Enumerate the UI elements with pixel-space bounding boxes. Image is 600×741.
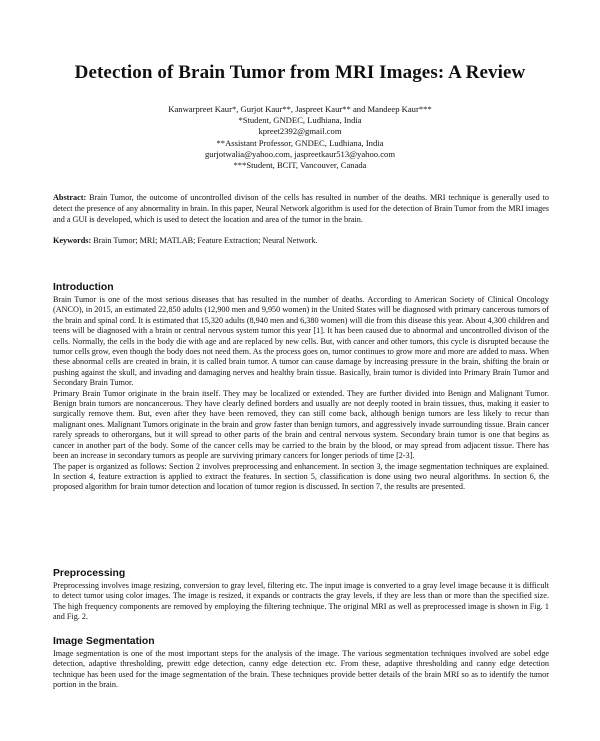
author-affiliation-bcit: ***Student, BCIT, Vancouver, Canada bbox=[233, 160, 367, 171]
section-heading-introduction: Introduction bbox=[53, 282, 114, 293]
keywords-text: Brain Tumor; MRI; MATLAB; Feature Extraction; Neural Network. bbox=[93, 236, 318, 245]
keywords bbox=[53, 235, 549, 246]
intro-paragraph-3: The paper is organized as follows: Section 2 involves preprocessing and enhancement. In section 3, the image segmentation techniques are explained. In section 4, feature extraction is applied to extract the features. In section 5, classification is done using two neural algorithms. In section 6, the proposed algorithm for brain tumor detection and location of tumor region is discussed. In section 7, the results are presented. bbox=[53, 461, 549, 492]
author-names: Kanwarpreet Kaur*, Gurjot Kaur**, Jaspreet Kaur** and Mandeep Kaur*** bbox=[168, 104, 432, 114]
preprocessing-paragraph-1: Preprocessing involves image resizing, conversion to gray level, filtering etc. The input image is converted to a gray level image because it is difficult to detect tumor using color images. The image is resized, it expands or contracts the gray levels, if they are less than or more than the specified size. The high frequency components are removed by employing the filtering technique. The original MRI as well as preprocessed image is shown in Fig. 1 and Fig. 2. bbox=[53, 581, 549, 622]
author-email-2: gurjotwalia@yahoo.com, jaspreetkaur513@yahoo.com bbox=[204, 148, 396, 159]
intro-paragraph-2: Primary Brain Tumor originate in the brain itself. They may be localized or extended. They are further divided into Benign and Malignant Tumor. Benign brain tumors are noncancerous. They have clearly defined borders and usually are not deeply rooted in brain tissues, thus, making it easier to surgically remove them. But, even after they have been removed, they can still come back, although benign tumors are less likely to recur than malignant ones. Malignant Tumors originate in the brain and grow faster than benign tumors, and aggressively invade surrounding tissue. Brain cancer rarely spreads to otherorgans, but it will spread to other parts of the brain and central nervous system. Secondary brain tumor is one that begins as cancer in another part of the body. Some of the cancer cells may be carried to the brain by the blood, or may spread from adjacent tissue. There has been an increase in secondary tumors as people are surviving primary cancers for longer periods of time [2-3]. bbox=[53, 388, 549, 461]
section-heading-image-segmentation: Image Segmentation bbox=[53, 636, 155, 647]
segmentation-paragraph-1: Image segmentation is one of the most important steps for the analysis of the image. The various segmentation techniques involved are sobel edge detection, adaptive thresholding, prewitt edge detection, canny edge detection etc. From these, adaptive thresholding and canny edge detection technique has been used for the image segmentation of the brain. These techniques provide better details of the brain MRI so as to identify the tumor portion in the brain. bbox=[53, 649, 549, 690]
author-block bbox=[0, 104, 600, 171]
abstract bbox=[53, 192, 549, 226]
author-affiliation-student: *Student, GNDEC, Ludhiana, India bbox=[238, 115, 362, 126]
section-body-preprocessing bbox=[53, 581, 549, 623]
section-heading-preprocessing: Preprocessing bbox=[53, 568, 126, 579]
section-body-image-segmentation bbox=[53, 649, 549, 691]
abstract-label: Abstract: bbox=[53, 193, 87, 202]
section-body-introduction bbox=[53, 295, 549, 493]
intro-paragraph-1: Brain Tumor is one of the most serious diseases that has resulted in the number of deaths. According to American Society of Clinical Oncology (ANCO), in 2015, an estimated 22,850 adults (12,900 men and 9,950 women) in the United States will be diagnosed with primary cancerous tumors of the brain and spinal cord. It is estimated that 15,320 adults (8,940 men and 6,380 women) will die from this disease this year. About 4,300 children and teens will be diagnosed with a brain or central nervous system tumor this year [1]. It has been caused due to abnormal and uncontrolled divison of the cells. Normally, the cells in the body die with age and are replaced by new cells. But, with cancer and other tumors, this cycle is disrupted because the tumor cells grow, even though the body does not need them. As the process goes on, tumor continues to grow more and more are added to mass. When these abnormal cells are created in brain, it is called brain tumor. A tumor can cause damage by increasing pressure in the brain, shifting the brain or pushing against the skull, and invading and damaging nerves and healthy brain tissue. Basically, brain tumor is divided into Primary Brain Tumor and Secondary Brain Tumor. bbox=[53, 295, 549, 388]
paper-title: Detection of Brain Tumor from MRI Images: A Review bbox=[74, 62, 526, 83]
keywords-label: Keywords: bbox=[53, 236, 92, 245]
author-affiliation-professor: **Assistant Professor, GNDEC, Ludhiana, India bbox=[216, 137, 384, 148]
abstract-text: Brain Tumor, the outcome of uncontrolled divison of the cells has resulted in number of the deaths. MRI technique is generally used to detect the presence of any abnormality in brain. In this paper, Neural Network algorithm is used for the detection of Brain Tumor from the MRI images and a GUI is developed, which is used to detect the location and area of the tumor in the brain. bbox=[53, 193, 549, 225]
author-email-1: kpreet2392@gmail.com bbox=[258, 126, 342, 137]
